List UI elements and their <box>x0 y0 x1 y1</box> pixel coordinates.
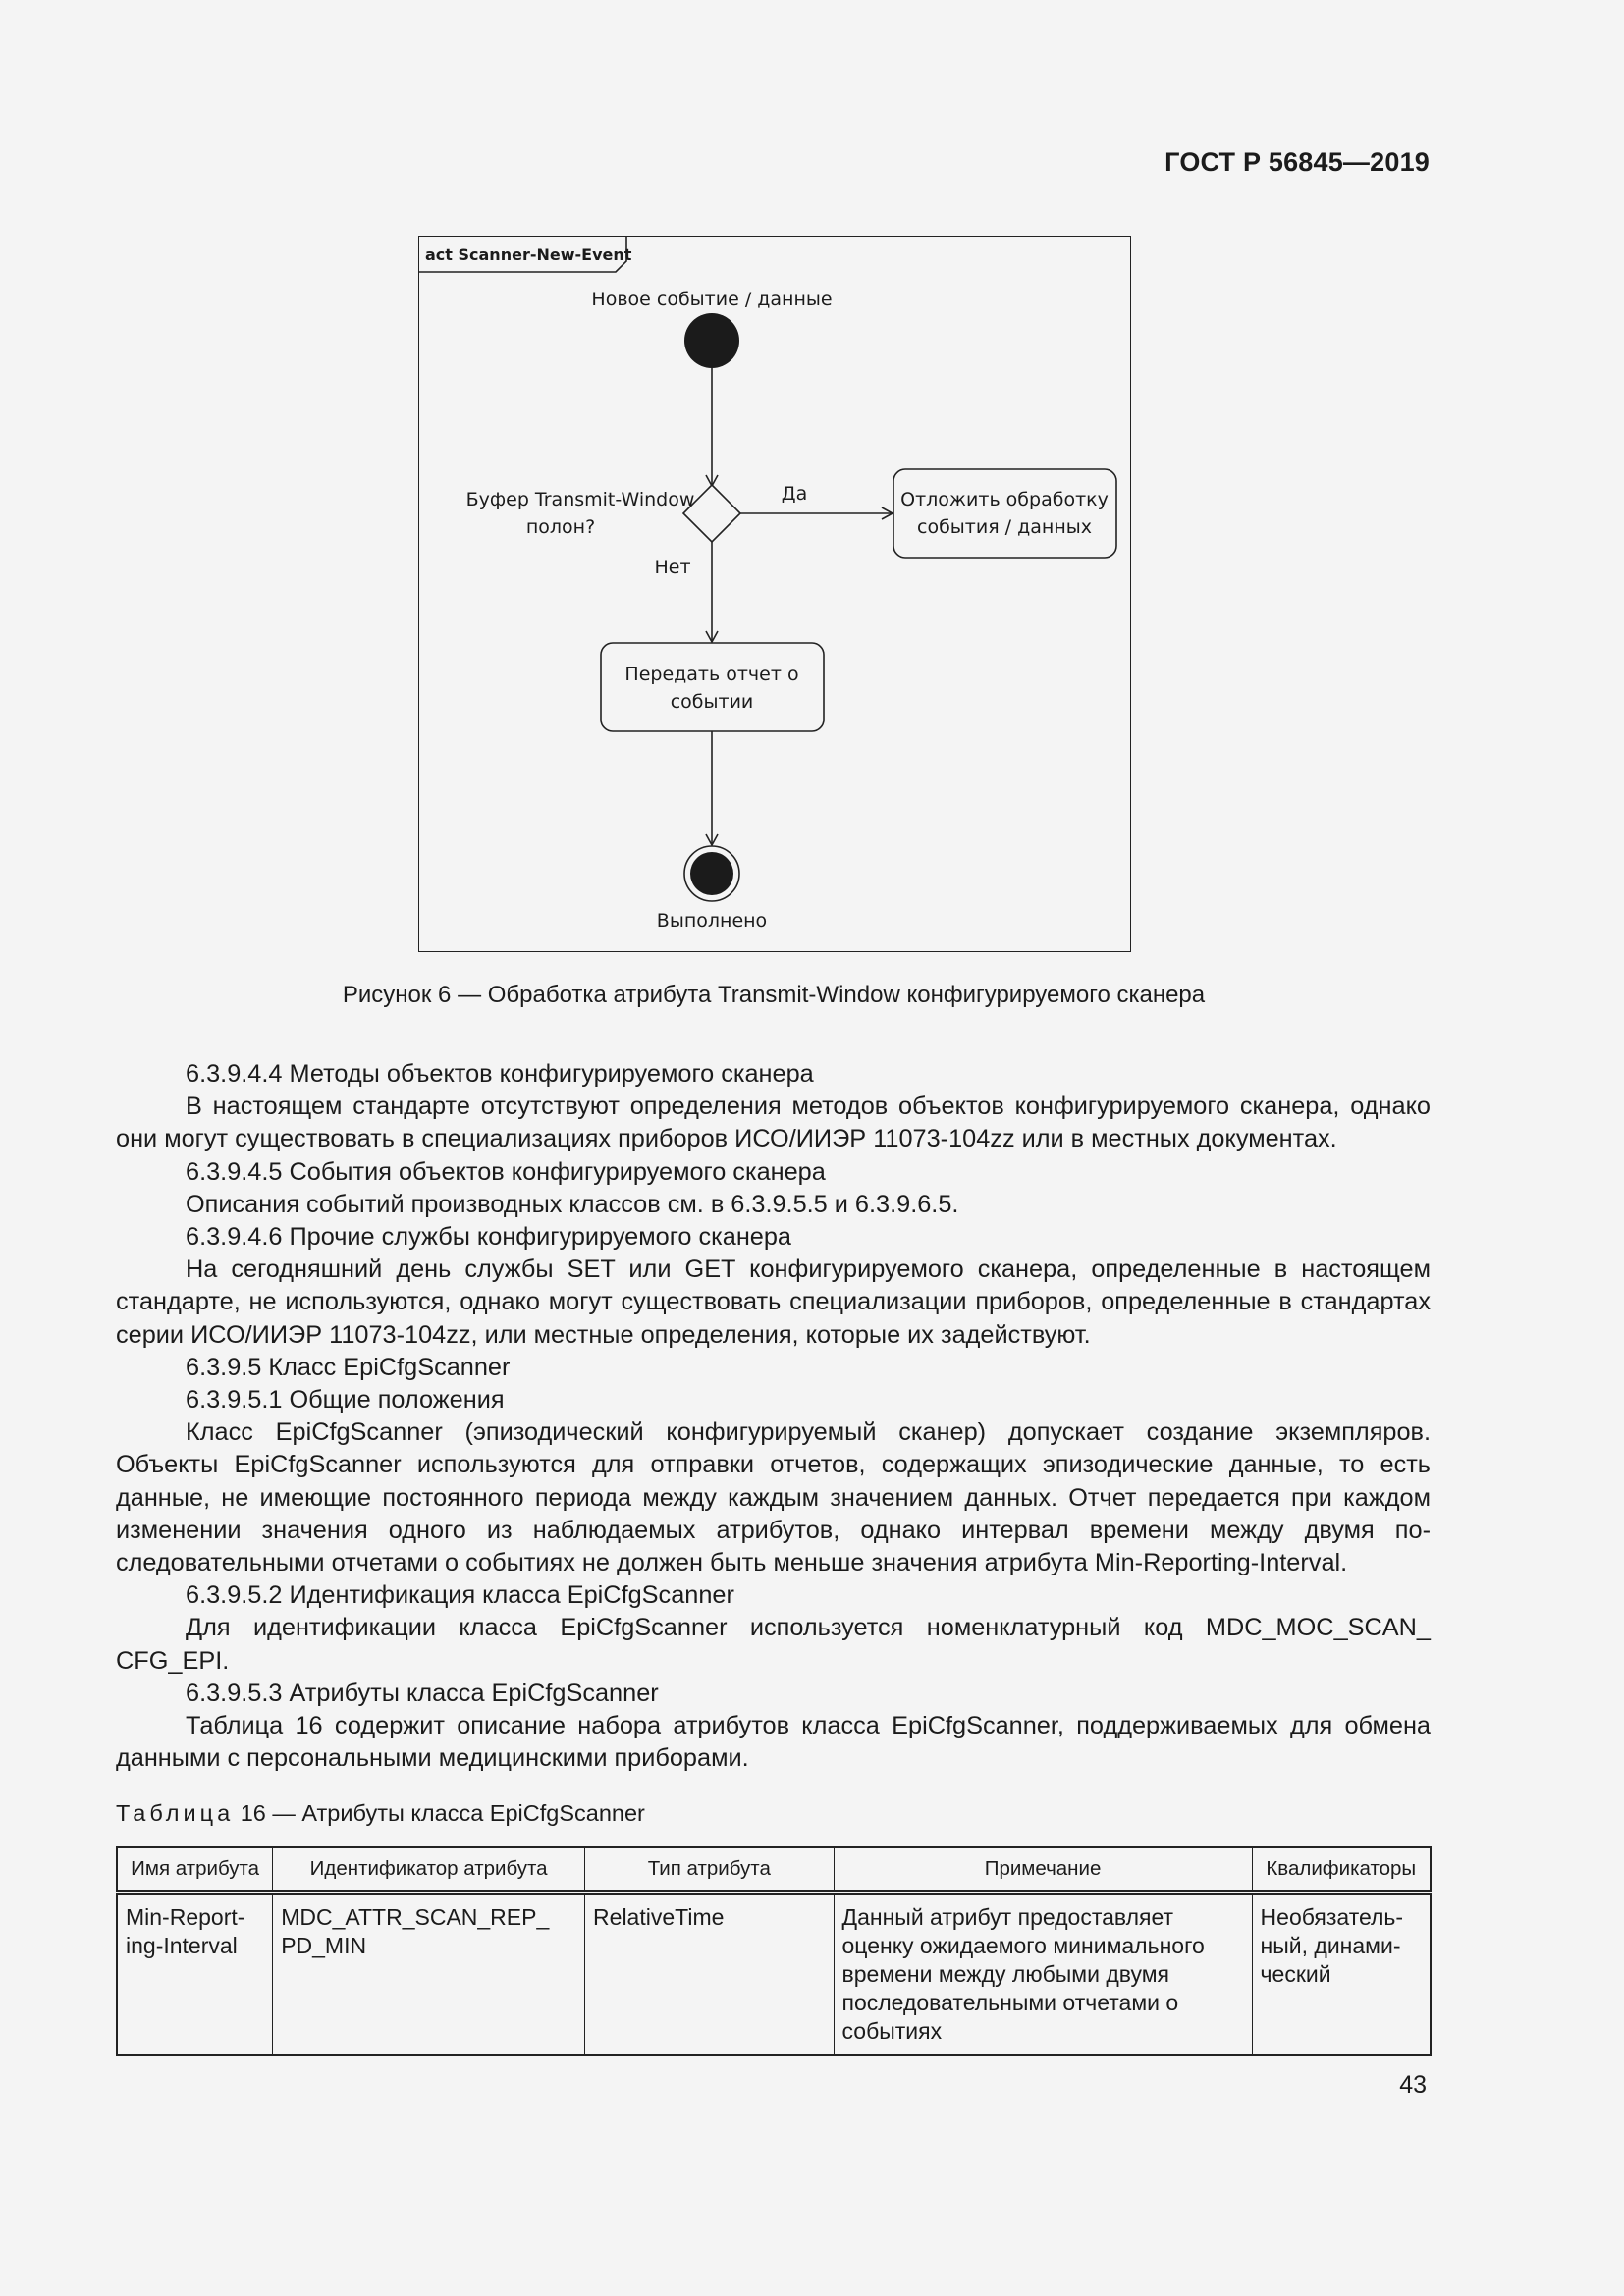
table-title-text: 16 — Атрибуты класса EpiCfgScanner <box>240 1800 645 1826</box>
body-text <box>116 1058 1431 1775</box>
attributes-table <box>116 1846 1432 2056</box>
figure-caption: Рисунок 6 — Обработка атрибута Transmit-Window конфигурируемого сканера <box>342 982 1206 1008</box>
table-title <box>116 1800 645 1827</box>
activity-diagram <box>418 236 1131 952</box>
postpone-action-line1: Отложить обработку <box>900 489 1109 510</box>
column-header: Идентификатор атрибута <box>273 1847 585 1893</box>
send-report-action <box>601 643 824 731</box>
column-header: Тип атрибута <box>585 1847 834 1893</box>
page-number: 43 <box>1399 2071 1427 2099</box>
table-row <box>117 1893 1431 2056</box>
initial-node <box>684 313 739 368</box>
paragraph: В настоящем стандарте отсутствуют определения методов объектов конфигурируемого сканера, однако они могут существовать в специализациях приборов ИСО/ИИЭР 11073-104zz или в местных документах. <box>116 1093 1431 1153</box>
table-cell: MDC_ATTR_SCAN_REP_ PD_MIN <box>273 1893 585 2056</box>
start-node-label: Новое событие / данные <box>591 289 833 310</box>
yes-guard-label: Да <box>781 483 808 505</box>
paragraph: Описания событий производных классов см. в 6.3.9.5.5 и 6.3.9.6.5. <box>186 1190 959 1218</box>
postpone-action <box>893 469 1116 558</box>
no-guard-label: Нет <box>654 557 691 578</box>
final-node <box>690 852 733 895</box>
column-header: Имя атрибута <box>117 1847 273 1893</box>
paragraph: Класс EpiCfgScanner (эпизодический конфигурируемый сканер) допускает создание экземпляров. Объекты EpiCfgScanner используются для отправки отчетов, содержащих эпизодические данные, то есть данные, не имеющие постоянного периода между каждым значением данных. Отчет передается при каждом изменении значения одного из наблюдаемых атрибутов, однако интервал времени между двумя последовательными отчетами о событиях не должен быть меньше значения атрибута Min-Reporting-Interval. <box>116 1418 1431 1577</box>
table-cell: Данный атрибут предоставляет оценку ожидаемого минимального времени между любыми двумя последовательными отчетами о событиях <box>834 1893 1252 2056</box>
section-heading: 6.3.9.4.5 События объектов конфигурируемого сканера <box>186 1157 826 1186</box>
column-header: Квалификаторы <box>1252 1847 1431 1893</box>
paragraph: Для идентификации класса EpiCfgScanner используется номенклатурный код MDC_MOC_SCAN_ CFG_EPI. <box>116 1614 1431 1675</box>
section-heading: 6.3.9.5.3 Атрибуты класса EpiCfgScanner <box>186 1679 659 1707</box>
section-heading: 6.3.9.4.6 Прочие службы конфигурируемого сканера <box>186 1223 791 1252</box>
table-header-row <box>117 1847 1431 1893</box>
end-node-label: Выполнено <box>656 910 768 932</box>
table-cell: Min-Reporting-Interval <box>117 1893 273 2056</box>
paragraph: На сегодняшний день службы SET или GET конфигурируемого сканера, определенные в настоящем стандарте, не используются, однако могут существовать специализации приборов, определенные в стандартах серии ИСО/ИИЭР 11073-104zz, или местные определения, которые их задействуют. <box>116 1255 1431 1349</box>
section-heading: 6.3.9.5.2 Идентификация класса EpiCfgScanner <box>186 1581 734 1610</box>
send-report-line1: Передать отчет о <box>624 664 799 685</box>
table-cell: RelativeTime <box>585 1893 834 2056</box>
send-report-line2: событии <box>670 691 754 713</box>
table-title-prefix: Таблица <box>116 1800 235 1826</box>
diagram-frame-title: act Scanner-New-Event <box>425 245 632 264</box>
section-heading: 6.3.9.5 Класс EpiCfgScanner <box>186 1353 511 1381</box>
table-cell: Необязательный, динамический <box>1252 1893 1431 2056</box>
decision-label-line2: полон? <box>525 516 596 538</box>
paragraph: Таблица 16 содержит описание набора атрибутов класса EpiCfgScanner, поддерживаемых для обмена данными с персональными медицинскими приборами. <box>116 1712 1431 1773</box>
postpone-action-line2: события / данных <box>917 516 1092 538</box>
column-header: Примечание <box>834 1847 1252 1893</box>
document-code: ГОСТ Р 56845—2019 <box>1164 147 1430 177</box>
section-heading: 6.3.9.4.4 Методы объектов конфигурируемого сканера <box>186 1060 814 1088</box>
section-heading: 6.3.9.5.1 Общие положения <box>186 1386 505 1415</box>
decision-label-line1: Буфер Transmit-Window <box>465 489 695 510</box>
